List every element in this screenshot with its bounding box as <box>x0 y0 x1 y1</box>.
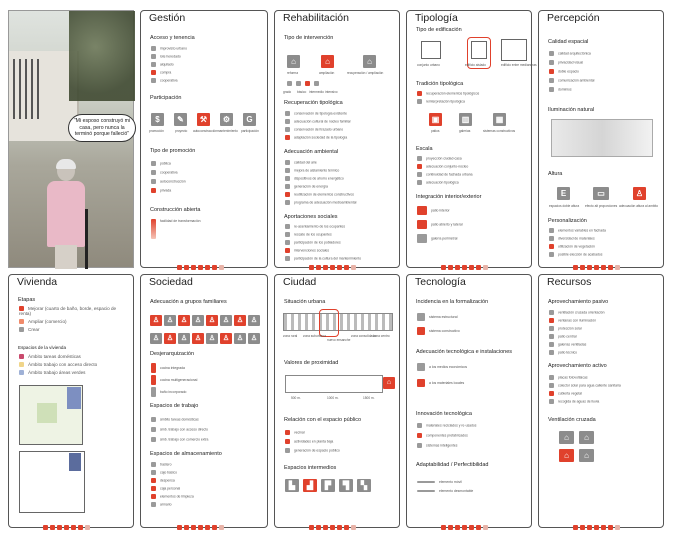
list-item: autoconstrucción <box>151 179 186 184</box>
ventilation-icon: ⌂ <box>579 431 594 444</box>
section-title: Aportaciones sociales <box>284 214 338 220</box>
list-item: Ámbito tareas domésticas <box>19 354 81 359</box>
section-title: Construcción abierta <box>150 207 201 213</box>
list-item: privacidad visual <box>549 60 583 65</box>
list-item: alquilado <box>151 62 174 67</box>
list-item: ámb. trabajo con acceso directo <box>151 427 208 432</box>
intermediate-space-icon: ▟ <box>303 479 317 492</box>
section-title: Ventilación cruzada <box>548 417 596 423</box>
list-item: elemento móvil <box>417 480 462 484</box>
expand-icon: ⌂ <box>321 55 334 68</box>
family-icon: ♙ <box>192 315 204 326</box>
icon-label: galerías <box>459 129 471 133</box>
list-item: participación de la cultura del mantenimiento <box>285 256 361 261</box>
list-item: calidad arquitectónica <box>549 51 591 56</box>
family-icon: ♙ <box>220 333 232 344</box>
section-title: Relación con el espacio público <box>284 417 362 423</box>
recover-icon: ⌂ <box>363 55 376 68</box>
list-item: participación de los pobladores <box>285 240 341 245</box>
list-item: colector solar para agua caliente sanitaria <box>549 383 621 388</box>
family-icon: ♙ <box>248 333 260 344</box>
panel-title: Percepción <box>547 12 600 24</box>
list-item: a los materiales locales <box>417 379 464 387</box>
people-icon: ♙ <box>633 187 646 200</box>
list-item: ventanas con iluminación <box>549 318 596 323</box>
woman-figure <box>45 161 87 269</box>
section-title: Recuperación tipológica <box>284 100 343 106</box>
panel-rehabilitacion <box>274 10 400 268</box>
list-item: patio abierto y lateral <box>417 220 462 229</box>
icon-label: autoconstrucción <box>193 129 218 133</box>
list-item: calidad del aire <box>285 160 317 165</box>
panel-sociedad <box>140 274 268 528</box>
section-title: Situación urbana <box>284 299 326 305</box>
section-title: Personalización <box>548 218 587 224</box>
tree <box>69 11 135 101</box>
section-title: Adecuación ambiental <box>284 149 339 155</box>
panel-title: Recursos <box>547 276 592 288</box>
list-item: trastero <box>151 462 172 467</box>
list-item: cocina integrada <box>151 363 185 373</box>
list-item: materiales reciclados y re-usados <box>417 423 477 428</box>
list-item: comunicación ambiental <box>549 78 594 83</box>
section-title: Tradición tipológica <box>416 81 464 87</box>
group-icon: G <box>243 113 256 126</box>
section-title: Calidad espacial <box>548 39 589 45</box>
list-item: facilidad de transformación <box>151 219 201 239</box>
panel-ciudad <box>274 274 400 528</box>
panel-tecnologia <box>406 274 532 528</box>
section-title: Tipo de intervención <box>284 35 334 41</box>
page-dots <box>309 517 358 522</box>
section-title: Espacios de trabajo <box>150 403 199 409</box>
panel-title: Rehabilitación <box>283 12 349 24</box>
list-item: ámbito tareas domésticas <box>151 417 199 422</box>
intermediate-space-icon: ▙ <box>285 479 299 492</box>
list-item: Mejorar (cuarto de baño, borde, espacio de renta) <box>19 306 117 317</box>
icon-label: sistemas constructivos <box>483 129 516 133</box>
family-icon: ♙ <box>164 315 176 326</box>
page-dots <box>441 257 490 262</box>
page-dots <box>441 517 490 522</box>
section-title: Tipo de edificación <box>416 27 462 33</box>
list-item: diversidad de materiales <box>549 236 595 241</box>
distance-label: 500 m. <box>291 396 301 400</box>
list-item: compra <box>151 70 171 75</box>
isolated-building-icon <box>471 41 487 59</box>
family-icon: ♙ <box>206 315 218 326</box>
grade-label: intermedio <box>309 90 324 94</box>
icon-label: participación <box>241 129 259 133</box>
family-icon: ♙ <box>234 333 246 344</box>
list-item: Ámbito trabajo áreas verdes <box>19 370 85 375</box>
list-item: ventilación cruzada orientación <box>549 310 605 315</box>
intermediate-space-icon: ▜ <box>339 479 353 492</box>
patio-icon: ▣ <box>429 113 442 126</box>
list-item: sistemas inteligentes <box>417 443 457 448</box>
list-item: caja personal <box>151 486 180 491</box>
list-item: patio interior <box>417 206 450 215</box>
drawing-icon: ✎ <box>174 113 187 126</box>
family-icon: ♙ <box>248 315 260 326</box>
between-walls-icon <box>501 39 527 61</box>
family-icon: ♙ <box>220 315 232 326</box>
family-icon: ♙ <box>150 315 162 326</box>
section-title: Adaptabilidad / Perfectibilidad <box>416 462 489 468</box>
distance-label: 1000 m. <box>327 396 339 400</box>
panel-tipologia <box>406 10 537 268</box>
list-item: generación de energía <box>285 184 328 189</box>
page-dots <box>573 517 622 522</box>
list-item: protección solar <box>549 326 582 331</box>
list-item: recogida de aguas de lluvia <box>549 399 599 404</box>
list-item: cajo básico <box>151 470 177 475</box>
grade-label: básico <box>297 90 307 94</box>
panel-percepcion <box>538 10 664 268</box>
list-item: conservación del trazado urbano <box>285 127 343 132</box>
selected-zone <box>319 309 339 337</box>
list-item: adaptación sociedad de la tipología <box>285 135 347 140</box>
section-title: Desjerarquización <box>150 351 195 357</box>
section-title: Integración interior/exterior <box>416 194 482 200</box>
icon-label: ampliación <box>319 71 335 75</box>
section-title: Acceso y tenencia <box>150 35 195 41</box>
panel-title: Tecnología <box>415 276 466 288</box>
page-dots <box>177 257 226 262</box>
list-item: sistema constructivo <box>417 327 460 335</box>
hammer-icon: ⚒ <box>197 113 210 126</box>
list-item: despensa <box>151 478 175 483</box>
section-title: Aprovechamiento activo <box>548 363 607 369</box>
list-item: programa de adecuación medioambiental <box>285 200 356 205</box>
green-area <box>37 403 57 423</box>
list-item: sistema estructural <box>417 313 457 321</box>
intermediate-space-icon: ▚ <box>357 479 371 492</box>
list-item: Ampliar (comercio) <box>19 319 67 324</box>
gate <box>13 59 43 119</box>
list-item: Crear <box>19 327 40 332</box>
panel-gestion <box>140 10 268 268</box>
zone-label: zona centro <box>373 334 390 338</box>
list-item: elementos de limpieza <box>151 494 194 499</box>
panel-title: Gestión <box>149 12 186 24</box>
page-dots <box>573 257 622 262</box>
list-item: utilización de vegetación <box>549 244 595 249</box>
icon-label: efecto alt proporciones <box>585 204 618 208</box>
panel-title: Tipología <box>415 12 458 24</box>
icon-label: recuperación / ampliación <box>347 71 384 75</box>
panel-title: Vivienda <box>17 276 58 288</box>
section-title: Altura <box>548 171 563 177</box>
section-title: Participación <box>150 95 182 101</box>
list-item: elemento desmontable <box>417 489 473 493</box>
list-item: improvisto urbano <box>151 46 187 51</box>
family-icon: ♙ <box>150 333 162 344</box>
zone-label: zona suburbana <box>303 334 326 338</box>
icon-label: mantenimiento <box>217 129 238 133</box>
quote-bubble: "Mi esposo construyó mi casa, pero nunca la terminó porque falleció" <box>68 114 136 142</box>
page-dots <box>43 517 92 522</box>
section-title: Etapas <box>18 297 36 303</box>
ventilation-icon: ⌂ <box>579 449 594 462</box>
proportion-icon: ▭ <box>593 187 609 200</box>
icon-label: adecuación altura al ambito <box>619 204 658 208</box>
panel-title: Sociedad <box>149 276 193 288</box>
section-title: Escala <box>416 146 433 152</box>
gallery-icon: ▥ <box>459 113 472 126</box>
tools-icon: ⚙ <box>220 113 233 126</box>
list-item: dispositivos de ahorro energético <box>285 176 344 181</box>
list-item: proyección ciudad-casa <box>417 156 462 161</box>
section-title: Adecuación a grupos familiares <box>150 299 227 305</box>
icon-label: edificio entre medianeras <box>501 63 537 67</box>
list-item: generación de espacio público <box>285 448 340 453</box>
list-item: adecuación conjunto-núcleo <box>417 164 468 169</box>
list-item: cocina multigeneracional <box>151 375 197 385</box>
section-title: Incidencia en la formalización <box>416 299 489 305</box>
reform-icon: ⌂ <box>287 55 300 68</box>
section-title: Espacios de almacenamiento <box>150 451 222 457</box>
list-item: baño incorporado <box>151 387 186 397</box>
icon-label: patios <box>431 129 440 133</box>
zone-label: zona rural <box>283 334 298 338</box>
section-title: Innovación tecnológica <box>416 411 472 417</box>
family-icon: ♙ <box>192 333 204 344</box>
section-title: Iluminación natural <box>548 107 595 113</box>
ventilation-icon: ⌂ <box>559 431 574 444</box>
list-item: galería perimetral <box>417 234 457 243</box>
list-item: cubierta vegetal <box>549 391 582 396</box>
list-item: adecuación tipológica <box>417 180 459 185</box>
family-icon: ♙ <box>234 315 246 326</box>
family-icon: ♙ <box>178 315 190 326</box>
section-title: Espacios de la vivienda <box>18 345 67 350</box>
grade-label: intensivo <box>325 90 338 94</box>
zone-label: nuevo ensanche <box>327 338 351 342</box>
family-icon: ♙ <box>164 333 176 344</box>
section-title: Espacios intermedios <box>284 465 337 471</box>
list-item: a los medios económicos <box>417 363 467 371</box>
list-item: conservación de tipología existente <box>285 111 347 116</box>
panel-title: Ciudad <box>283 276 317 288</box>
list-item: lote heredado <box>151 54 181 59</box>
list-item: componentes prefabricados <box>417 433 468 438</box>
list-item: vecinal <box>285 430 305 435</box>
list-item: actividades en planta baja <box>285 439 333 444</box>
list-item: dominios <box>549 87 572 92</box>
list-item: Ámbito trabajo con acceso directo <box>19 362 97 367</box>
panel-recursos <box>538 274 664 528</box>
zone-label: zona consolidada <box>351 334 376 338</box>
ventilation-icon: ⌂ <box>559 449 574 462</box>
section-title: Tipo de promoción <box>150 148 196 154</box>
plan-block <box>67 387 81 409</box>
list-item: re-asentamiento de los ocupantes <box>285 224 345 229</box>
page-dots <box>309 257 358 262</box>
panel-vivienda <box>8 274 134 528</box>
list-item: privada <box>151 188 171 193</box>
list-item: adecuación cultural de núcleo familiar <box>285 119 351 124</box>
list-item: armario <box>151 502 172 507</box>
list-item: patio técnico <box>549 350 577 355</box>
family-icon: ♙ <box>178 333 190 344</box>
dollar-icon: $ <box>151 113 164 126</box>
list-item: placas fotovoltaicas <box>549 375 588 380</box>
family-icon: ♙ <box>206 333 218 344</box>
proximity-scale <box>285 375 383 393</box>
list-item: recuperación elementos tipológicos <box>417 91 479 96</box>
page-dots <box>177 517 226 522</box>
distance-label: 1500 m. <box>363 396 375 400</box>
intermediate-space-icon: ▛ <box>321 479 335 492</box>
plan-block-2 <box>69 453 81 471</box>
list-item: pública <box>151 161 171 166</box>
construction-icon: ▦ <box>493 113 506 126</box>
list-item: rescate de los ocupantes <box>285 232 332 237</box>
urban-block-icon <box>421 41 441 59</box>
list-item: patio central <box>549 334 576 339</box>
light-diagram <box>551 119 653 157</box>
icon-label: proyecto <box>175 129 188 133</box>
list-item: mejora de aislamiento térmico <box>285 168 339 173</box>
list-item: doble espacio <box>549 69 579 74</box>
icon-label: reforma <box>287 71 298 75</box>
grade-row <box>287 81 323 86</box>
list-item: galerías ventiladas <box>549 342 586 347</box>
list-item: posible elección de acabados <box>549 252 603 257</box>
list-item: elementos variables en fachada <box>549 228 606 233</box>
icon-label: promoción <box>149 129 164 133</box>
section-title: Adecuación tecnológica e instalaciones <box>416 349 513 355</box>
section-title: Valores de proximidad <box>284 360 339 366</box>
icon-label: edificio aislado <box>465 63 486 67</box>
list-item: ámb. trabajo con comercio extra <box>151 437 208 442</box>
list-item: reutilización de elementos constructivos <box>285 192 354 197</box>
list-item: reinterpretación tipológica <box>417 99 465 104</box>
height-icon: E <box>557 187 570 200</box>
list-item: continuidad de fachada urbana <box>417 172 473 177</box>
house-icon: ⌂ <box>383 377 395 389</box>
grade-label: grado <box>283 90 292 94</box>
section-title: Aprovechamiento pasivo <box>548 299 609 305</box>
list-item: cooperativa <box>151 78 178 83</box>
icon-label: conjunto urbano <box>417 63 440 67</box>
list-item: intervenciones sociales <box>285 248 329 253</box>
list-item: cooperativa <box>151 170 178 175</box>
family-icons-row <box>149 309 261 345</box>
icon-label: espacios doble altura <box>549 204 580 208</box>
